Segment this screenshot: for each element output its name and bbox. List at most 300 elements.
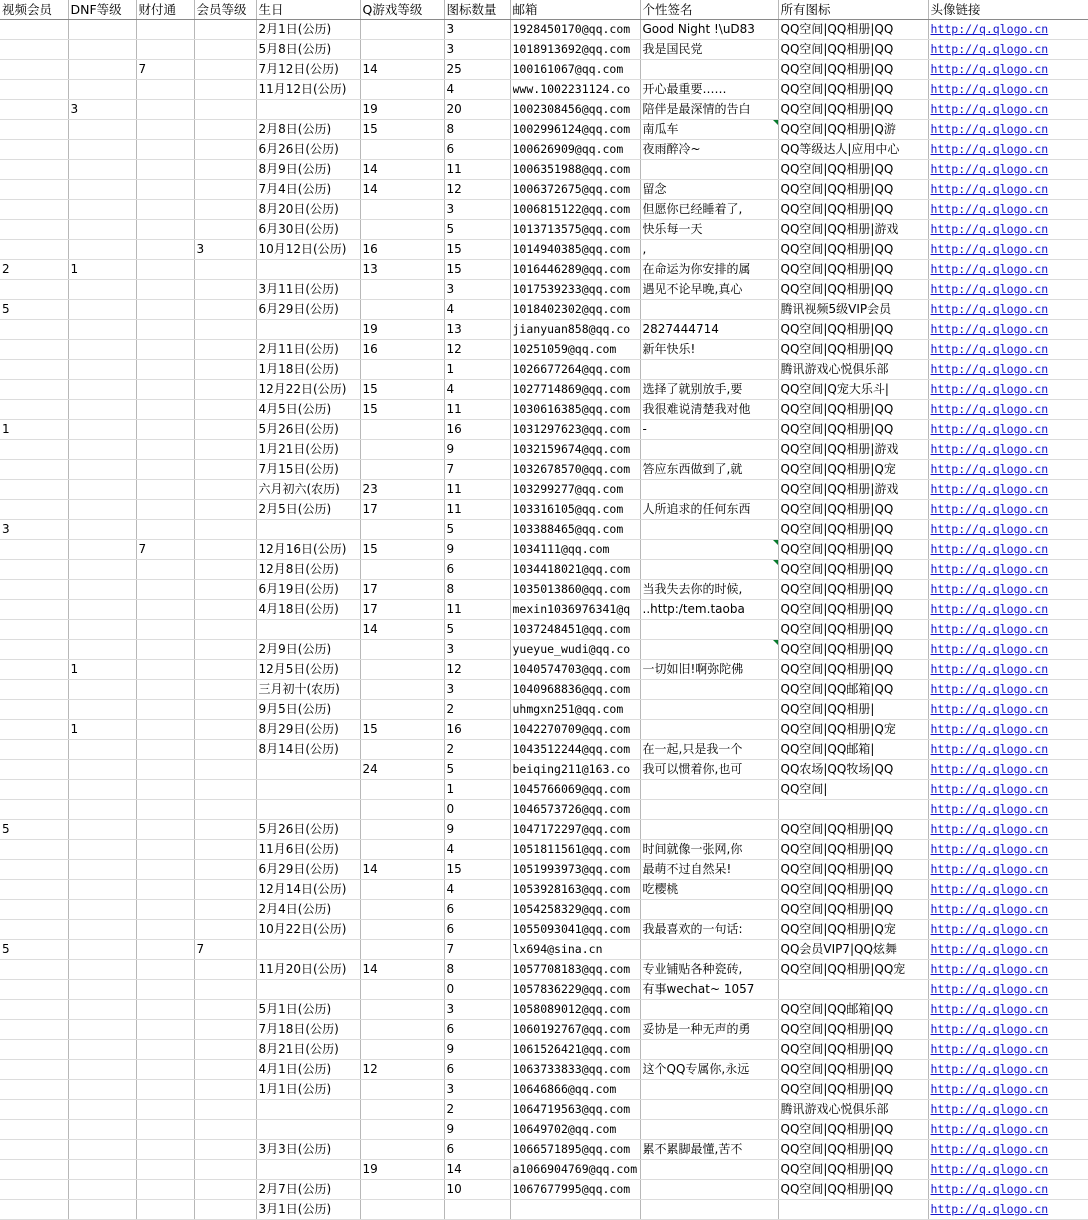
cell-text: QQ等级达人|应用中心 [780,142,900,156]
cell-value [136,1080,194,1100]
cell-value [68,500,136,520]
cell-text: 1006351988@qq.com [512,162,631,176]
cell-signature [640,80,778,100]
cell-all-icons [778,1120,928,1140]
cell-value [444,140,510,160]
cell-text: mexin1036976341@q [512,602,631,616]
cell-text: QQ空间|QQ相册|QQ [780,662,894,676]
cell-value [360,860,444,880]
column-header-q-game-level: Q游戏等级 [360,0,444,20]
cell-email [510,1120,640,1140]
cell-avatar-link [928,680,1088,700]
cell-text: 1058089012@qq.com [512,1002,631,1016]
cell-text: 15 [446,862,462,876]
cell-value [444,480,510,500]
cell-text: 14 [362,62,378,76]
table-row [0,100,1088,120]
cell-birthday [256,460,360,480]
avatar-link[interactable]: http://q.qlogo.cn [930,882,1049,896]
avatar-link[interactable]: http://q.qlogo.cn [930,82,1049,96]
cell-value [444,640,510,660]
avatar-link[interactable]: http://q.qlogo.cn [930,382,1049,396]
cell-email [510,380,640,400]
column-header-dnf-level: DNF等级 [68,0,136,20]
cell-value [360,200,444,220]
avatar-link[interactable]: http://q.qlogo.cn [930,282,1049,296]
avatar-link[interactable]: http://q.qlogo.cn [930,782,1049,796]
cell-text: 12 [362,1062,378,1076]
cell-value [68,1000,136,1020]
cell-text: QQ空间|QQ相册|QQ [780,82,894,96]
cell-avatar-link [928,240,1088,260]
avatar-link[interactable]: http://q.qlogo.cn [930,482,1049,496]
avatar-link[interactable]: http://q.qlogo.cn [930,1022,1049,1036]
cell-value [194,1200,256,1220]
cell-value [194,400,256,420]
cell-text: 最萌不过自然呆! [642,862,732,876]
avatar-link[interactable]: http://q.qlogo.cn [930,562,1049,576]
cell-text: QQ空间|QQ相册|QQ [780,262,894,276]
cell-all-icons [778,1040,928,1060]
avatar-link[interactable]: http://q.qlogo.cn [930,842,1049,856]
cell-signature [640,380,778,400]
cell-signature [640,720,778,740]
cell-value [360,800,444,820]
cell-value [68,120,136,140]
table-row [0,500,1088,520]
cell-text: 1045766069@qq.com [512,782,631,796]
cell-text: 1月18日(公历) [258,362,339,376]
cell-value [68,980,136,1000]
cell-birthday [256,640,360,660]
cell-value [444,280,510,300]
cell-avatar-link [928,520,1088,540]
cell-value [360,760,444,780]
cell-value [68,740,136,760]
cell-all-icons [778,280,928,300]
avatar-link[interactable]: http://q.qlogo.cn [930,142,1049,156]
avatar-link[interactable]: http://q.qlogo.cn [930,702,1049,716]
cell-value [444,220,510,240]
avatar-link[interactable]: http://q.qlogo.cn [930,102,1049,116]
avatar-link[interactable]: http://q.qlogo.cn [930,1082,1049,1096]
cell-value [444,960,510,980]
cell-text: beiqing211@163.co [512,762,631,776]
cell-text: 6月29日(公历) [258,862,339,876]
cell-all-icons [778,800,928,820]
cell-value [136,780,194,800]
cell-value [194,320,256,340]
cell-value [360,1180,444,1200]
avatar-link[interactable]: http://q.qlogo.cn [930,622,1049,636]
avatar-link[interactable]: http://q.qlogo.cn [930,1042,1049,1056]
avatar-link[interactable]: http://q.qlogo.cn [930,342,1049,356]
avatar-link[interactable]: http://q.qlogo.cn [930,1062,1049,1076]
avatar-link[interactable]: http://q.qlogo.cn [930,162,1049,176]
cell-text: QQ空间|QQ相册|QQ [780,822,894,836]
cell-value [194,580,256,600]
cell-avatar-link [928,820,1088,840]
cell-all-icons [778,320,928,340]
cell-avatar-link [928,180,1088,200]
cell-value [360,260,444,280]
cell-value [0,120,68,140]
cell-value [444,1200,510,1220]
cell-value [68,700,136,720]
cell-email [510,320,640,340]
avatar-link[interactable]: http://q.qlogo.cn [930,642,1049,656]
cell-value [444,880,510,900]
cell-signature [640,540,778,560]
table-row [0,800,1088,820]
cell-avatar-link [928,1120,1088,1140]
cell-text: 1053928163@qq.com [512,882,631,896]
avatar-link[interactable]: http://q.qlogo.cn [930,802,1049,816]
avatar-link[interactable]: http://q.qlogo.cn [930,1102,1049,1116]
cell-text: 9 [446,822,455,836]
cell-value [68,1160,136,1180]
cell-value [194,800,256,820]
avatar-link[interactable]: http://q.qlogo.cn [930,1162,1049,1176]
cell-value [0,220,68,240]
cell-text: 开心最重要…… [642,82,727,96]
avatar-link[interactable]: http://q.qlogo.cn [930,62,1049,76]
cell-value [0,820,68,840]
cell-text: 12月5日(公历) [258,662,339,676]
cell-signature [640,500,778,520]
table-row [0,680,1088,700]
cell-text: 1057708183@qq.com [512,962,631,976]
cell-birthday [256,600,360,620]
cell-text: 3 [446,1002,455,1016]
cell-text: 2月1日(公历) [258,22,332,36]
cell-text: 选择了就别放手,要 [642,382,743,396]
avatar-link[interactable]: http://q.qlogo.cn [930,822,1049,836]
avatar-link[interactable]: http://q.qlogo.cn [930,422,1049,436]
avatar-link[interactable]: http://q.qlogo.cn [930,22,1049,36]
cell-all-icons [778,520,928,540]
cell-avatar-link [928,280,1088,300]
avatar-link[interactable]: http://q.qlogo.cn [930,42,1049,56]
cell-text: QQ空间| [780,782,828,796]
cell-value [360,560,444,580]
cell-text: 12 [446,182,462,196]
cell-avatar-link [928,780,1088,800]
cell-text: 103316105@qq.com [512,502,624,516]
cell-text: 一切如旧!啊弥陀佛 [642,662,744,676]
cell-value [194,1120,256,1140]
cell-email [510,1160,640,1180]
cell-value [194,840,256,860]
cell-signature [640,760,778,780]
cell-all-icons [778,960,928,980]
cell-signature [640,780,778,800]
cell-text: 17 [362,602,378,616]
cell-birthday [256,100,360,120]
cell-text: 妥协是一种无声的勇 [642,1022,751,1036]
cell-avatar-link [928,80,1088,100]
cell-value [194,40,256,60]
cell-signature [640,280,778,300]
cell-text: 8月9日(公历) [258,162,332,176]
cell-value [136,840,194,860]
cell-value [360,120,444,140]
cell-text: QQ空间|QQ相册|QQ [780,282,894,296]
cell-value [68,540,136,560]
cell-text: 19 [362,322,378,336]
avatar-link[interactable]: http://q.qlogo.cn [930,982,1049,996]
cell-birthday [256,420,360,440]
cell-email [510,640,640,660]
cell-text: 陪伴是最深情的告白 [642,102,751,116]
cell-text: 1061526421@qq.com [512,1042,631,1056]
cell-text: ..http:/tem.taoba [642,602,745,616]
cell-avatar-link [928,1140,1088,1160]
cell-value [194,680,256,700]
avatar-link[interactable]: http://q.qlogo.cn [930,242,1049,256]
cell-signature [640,1160,778,1180]
cell-avatar-link [928,60,1088,80]
table-row [0,460,1088,480]
cell-signature [640,160,778,180]
cell-value [0,1100,68,1120]
cell-value [68,780,136,800]
avatar-link[interactable]: http://q.qlogo.cn [930,502,1049,516]
avatar-link[interactable]: http://q.qlogo.cn [930,522,1049,536]
cell-value [136,820,194,840]
cell-signature [640,360,778,380]
cell-birthday [256,1040,360,1060]
cell-value [0,520,68,540]
cell-signature [640,1020,778,1040]
cell-value [0,720,68,740]
avatar-link[interactable]: http://q.qlogo.cn [930,202,1049,216]
cell-value [194,80,256,100]
cell-all-icons [778,1100,928,1120]
cell-birthday [256,340,360,360]
cell-text: 10649702@qq.com [512,1122,617,1136]
cell-text: 13 [362,262,378,276]
cell-email [510,20,640,40]
cell-text: 7 [138,62,147,76]
avatar-link[interactable]: http://q.qlogo.cn [930,762,1049,776]
avatar-link[interactable]: http://q.qlogo.cn [930,1142,1049,1156]
cell-text: QQ空间|QQ相册|QQ [780,862,894,876]
cell-value [136,140,194,160]
cell-avatar-link [928,20,1088,40]
cell-text: 10月12日(公历) [258,242,347,256]
cell-text: 7 [196,942,205,956]
cell-all-icons [778,1180,928,1200]
avatar-link[interactable]: http://q.qlogo.cn [930,182,1049,196]
cell-text: 这个QQ专属你,永远 [642,1062,750,1076]
avatar-link[interactable]: http://q.qlogo.cn [930,962,1049,976]
cell-text: - [642,422,647,436]
avatar-link[interactable]: http://q.qlogo.cn [930,262,1049,276]
cell-avatar-link [928,420,1088,440]
avatar-link[interactable]: http://q.qlogo.cn [930,1002,1049,1016]
table-row [0,20,1088,40]
cell-birthday [256,680,360,700]
table-row [0,1040,1088,1060]
cell-text: QQ空间|QQ相册|Q游 [780,122,896,136]
cell-value [444,360,510,380]
column-header-all-icons: 所有图标 [778,0,928,20]
cell-text: Good Night !\uD83 [642,22,755,36]
cell-avatar-link [928,940,1088,960]
cell-text: QQ空间|QQ相册|QQ [780,42,894,56]
cell-value [444,60,510,80]
cell-value [136,760,194,780]
cell-value [360,520,444,540]
cell-email [510,1140,640,1160]
avatar-link[interactable]: http://q.qlogo.cn [930,222,1049,236]
cell-text: 1013713575@qq.com [512,222,631,236]
table-row [0,620,1088,640]
avatar-link[interactable]: http://q.qlogo.cn [930,582,1049,596]
avatar-link[interactable]: http://q.qlogo.cn [930,302,1049,316]
avatar-link[interactable]: http://q.qlogo.cn [930,662,1049,676]
table-row [0,540,1088,560]
cell-birthday [256,480,360,500]
cell-value [444,900,510,920]
cell-text: 17 [362,502,378,516]
cell-all-icons [778,500,928,520]
cell-email [510,1180,640,1200]
cell-value [0,600,68,620]
cell-signature [640,1040,778,1060]
cell-email [510,960,640,980]
cell-signature [640,940,778,960]
cell-text: QQ空间|QQ相册|QQ [780,622,894,636]
cell-value [136,420,194,440]
avatar-link[interactable]: http://q.qlogo.cn [930,1122,1049,1136]
avatar-link[interactable]: http://q.qlogo.cn [930,462,1049,476]
cell-value [194,1020,256,1040]
cell-value [68,80,136,100]
avatar-link[interactable]: http://q.qlogo.cn [930,322,1049,336]
cell-text: 12月22日(公历) [258,382,347,396]
cell-email [510,400,640,420]
cell-value [68,1120,136,1140]
avatar-link[interactable]: http://q.qlogo.cn [930,722,1049,736]
cell-avatar-link [928,1080,1088,1100]
cell-value [194,520,256,540]
cell-text: 人所追求的任何东西 [642,502,751,516]
cell-value [194,380,256,400]
cell-value [0,940,68,960]
cell-value [136,340,194,360]
cell-all-icons [778,1000,928,1020]
cell-text: 遇见不论早晚,真心 [642,282,743,296]
cell-value [444,1140,510,1160]
cell-text: 5 [2,822,10,836]
avatar-link[interactable]: http://q.qlogo.cn [930,902,1049,916]
avatar-link[interactable]: http://q.qlogo.cn [930,682,1049,696]
table-row [0,60,1088,80]
avatar-link[interactable]: http://q.qlogo.cn [930,742,1049,756]
cell-value [194,340,256,360]
cell-signature [640,1000,778,1020]
cell-avatar-link [928,220,1088,240]
avatar-link[interactable]: http://q.qlogo.cn [930,602,1049,616]
cell-text: QQ空间|QQ相册|QQ [780,902,894,916]
cell-text: 2月4日(公历) [258,902,332,916]
cell-value [0,860,68,880]
cell-value [68,1060,136,1080]
cell-text: 2827444714 [642,322,719,336]
cell-text: 17 [362,582,378,596]
cell-text: 在一起,只是我一个 [642,742,743,756]
table-row [0,40,1088,60]
cell-birthday [256,280,360,300]
cell-value [194,760,256,780]
cell-value [444,260,510,280]
cell-birthday [256,220,360,240]
cell-text: 12 [446,662,462,676]
avatar-link[interactable]: http://q.qlogo.cn [930,862,1049,876]
cell-birthday [256,940,360,960]
cell-value [0,680,68,700]
cell-value [444,740,510,760]
cell-value [444,420,510,440]
cell-value [444,980,510,1000]
cell-text: 我可以惯着你,也可 [642,762,743,776]
cell-value [360,40,444,60]
cell-avatar-link [928,500,1088,520]
table-row [0,300,1088,320]
avatar-link[interactable]: http://q.qlogo.cn [930,1202,1049,1216]
table-row [0,260,1088,280]
cell-value [194,900,256,920]
table-row [0,560,1088,580]
table-row [0,400,1088,420]
cell-text: QQ空间|QQ相册|游戏 [780,222,899,236]
cell-text: QQ空间|QQ相册|QQ [780,22,894,36]
cell-value [0,1140,68,1160]
cell-text: 1014940385@qq.com [512,242,631,256]
cell-value [194,960,256,980]
cell-all-icons [778,860,928,880]
avatar-link[interactable]: http://q.qlogo.cn [930,122,1049,136]
avatar-link[interactable]: http://q.qlogo.cn [930,922,1049,936]
cell-text: 16 [446,422,462,436]
avatar-link[interactable]: http://q.qlogo.cn [930,942,1049,956]
cell-email [510,820,640,840]
column-header-signature: 个性签名 [640,0,778,20]
avatar-link[interactable]: http://q.qlogo.cn [930,1182,1049,1196]
avatar-link[interactable]: http://q.qlogo.cn [930,442,1049,456]
cell-value [68,1100,136,1120]
avatar-link[interactable]: http://q.qlogo.cn [930,542,1049,556]
table-row [0,340,1088,360]
table-row [0,180,1088,200]
table-row [0,940,1088,960]
cell-value [68,320,136,340]
cell-avatar-link [928,980,1088,1000]
avatar-link[interactable]: http://q.qlogo.cn [930,402,1049,416]
cell-value [0,840,68,860]
cell-value [194,220,256,240]
column-header-video-member: 视频会员 [0,0,68,20]
cell-text: 11 [446,482,462,496]
avatar-link[interactable]: http://q.qlogo.cn [930,362,1049,376]
cell-email [510,740,640,760]
cell-email [510,800,640,820]
cell-value [360,340,444,360]
cell-value [136,160,194,180]
cell-text: 4 [446,82,455,96]
